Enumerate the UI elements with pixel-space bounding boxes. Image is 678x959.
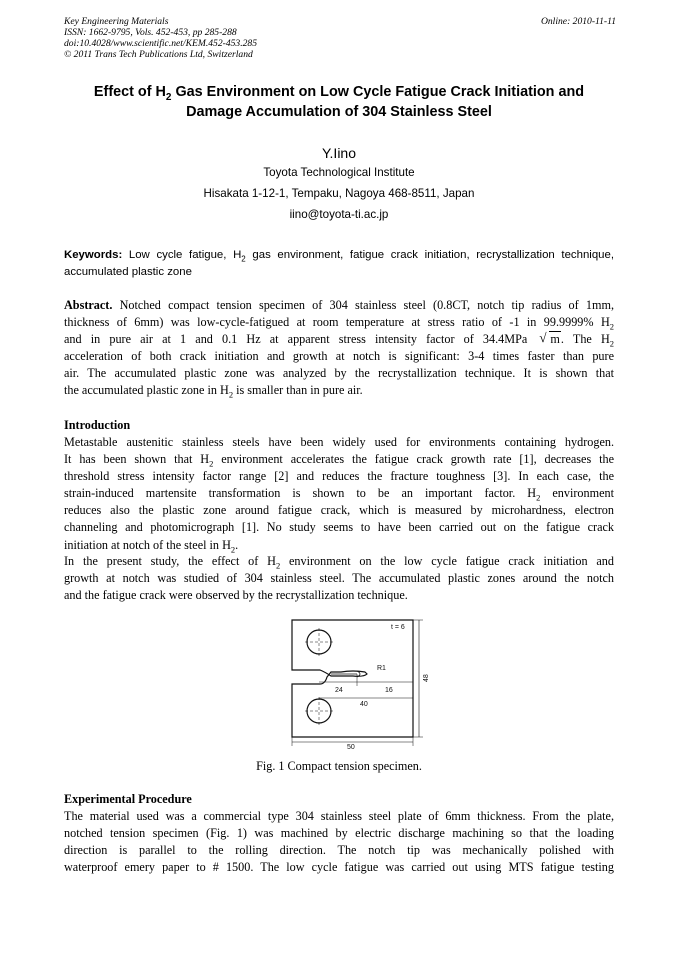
label-radius: R1 bbox=[377, 665, 386, 672]
paper-title bbox=[40, 82, 638, 122]
keywords-label: Keywords: bbox=[64, 249, 123, 261]
label-dim-16: 16 bbox=[385, 687, 393, 694]
introduction-heading: Introduction bbox=[64, 418, 131, 432]
title-line-1: Effect of $H_2$ Gas Environment on Low Cycle Fatigue Crack Initiation and bbox=[93, 84, 585, 103]
doi-line: doi:10.4028/www.scientific.net/KEM.452-453.285 bbox=[64, 38, 258, 49]
title-line-2: Damage Accumulation of 304 Stainless Steel bbox=[186, 104, 492, 120]
compact-tension-specimen-figure bbox=[285, 614, 445, 750]
abstract-line: acceleration of both crack initiation and growth at notch is significant: 3-4 times faster than pure bbox=[64, 349, 614, 364]
abstract-line: thickness of 6mm) was low-cycle-fatigued at room temperature at stress ratio of -1 in 99.9999% $H_2$ bbox=[64, 315, 614, 332]
label-dim-50: 50 bbox=[347, 744, 355, 750]
abstract-line: air. The accumulated plastic zone was analyzed by the recrystallization technique. It is shown that bbox=[64, 366, 614, 381]
specimen-drawing bbox=[285, 614, 445, 750]
keywords: Keywords: Low cycle fatigue, $H_2$ gas environment, fatigue crack initiation, recrystallization technique, accumulated plastic zone bbox=[64, 249, 614, 278]
introduction-paragraph-1: Metastable austenitic stainless steels have been widely used for environments containing hydrogen. It has been shown that $H_2$ environment accelerates the fatigue crack growth rate [1], decreases the threshold stress intensity factor range [2] and reduces the fracture toughness [3]. In each case, the strain-induced martensite transformation is shown to be an important factor. $H_2$ environment reduces also the plastic zone around fatigue crack, which is measured by microhardness, electron channeling and photomicrograph [1]. No study seems to have been carried out on the fatigue crack initiation at notch of the steel in $H_2$. bbox=[64, 435, 614, 554]
journal-name: Key Engineering Materials bbox=[64, 16, 169, 27]
abstract-line: Abstract. Notched compact tension specimen of 304 stainless steel (0.8CT, notch tip radius of 1mm, bbox=[64, 298, 614, 312]
abstract bbox=[64, 297, 614, 400]
author-name: Y.Iino bbox=[322, 145, 356, 161]
author-address: Hisakata 1-12-1, Tempaku, Nagoya 468-8511, Japan bbox=[203, 187, 475, 200]
issn-line: ISSN: 1662-9795, Vols. 452-453, pp 285-288 bbox=[64, 27, 237, 38]
abstract-line: the accumulated plastic zone in $H_2$ is smaller than in pure air. bbox=[64, 383, 363, 400]
label-dim-24: 24 bbox=[335, 687, 343, 694]
journal-header bbox=[64, 16, 616, 60]
introduction-paragraph-2: In the present study, the effect of $H_2$ environment on the low cycle fatigue crack initiation and growth at notch was studied of 304 stainless steel. The accumulated plastic zones around the notch and the fatigue crack were observed by the recrystallization technique. bbox=[64, 554, 614, 603]
experimental-heading: Experimental Procedure bbox=[64, 792, 192, 806]
sqrt-symbol: √ m bbox=[539, 330, 560, 347]
experimental-paragraph: The material used was a commercial type 304 stainless steel plate of 6mm thickness. From the plate, notched tension specimen (Fig. 1) was machined by electric discharge machining so that the loading direction is parallel to the rolling direction. The notch tip was mechanically polished with waterproof emery paper to # 1500. The low cycle fatigue was carried out using MTS fatigue testing bbox=[64, 809, 614, 875]
online-date: Online: 2010-11-11 bbox=[540, 16, 616, 27]
copyright-line: © 2011 Trans Tech Publications Ltd, Switzerland bbox=[64, 49, 253, 60]
label-thickness: t = 6 bbox=[391, 624, 405, 631]
figure-caption: Fig. 1 Compact tension specimen. bbox=[256, 759, 422, 773]
abstract-line: and in pure air at 1 and 0.1 Hz at apparent stress intensity factor of 34.4MPa √ m. The $H_2$ bbox=[64, 330, 615, 349]
author-email: iino@toyota-ti.ac.jp bbox=[289, 208, 389, 221]
author-affiliation: Toyota Technological Institute bbox=[263, 166, 415, 179]
label-dim-40: 40 bbox=[360, 701, 368, 708]
label-dim-48: 48 bbox=[423, 674, 430, 682]
